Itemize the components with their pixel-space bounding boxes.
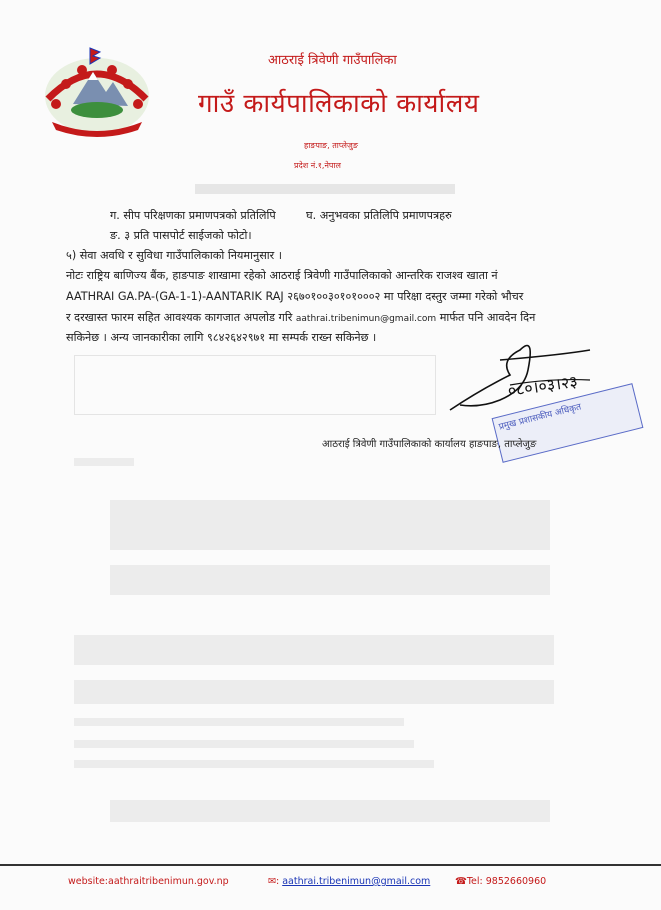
note-line-3 [66, 310, 535, 325]
envelope-icon: ✉: [268, 876, 280, 887]
bleed-through-text [195, 184, 455, 194]
note-line-3-end: मार्फत पनि आवदेन दिन [439, 311, 536, 324]
website-link[interactable]: aathraitribenimun.gov.np [108, 876, 229, 887]
note-line-4: सकिनेछ । अन्य जानकारीका लागि ९८४२६४२९७१ मा सम्पर्क राख्न सकिनेछ । [66, 331, 377, 344]
bleed-through-block [74, 680, 554, 704]
bleed-through-line [74, 458, 134, 466]
bleed-through-block [110, 500, 550, 550]
office-title: गाउँ कार्यपालिकाको कार्यालय [198, 89, 480, 119]
address-line: हाङपाङ, ताप्लेजुङ [304, 141, 358, 150]
footer-divider [0, 864, 661, 866]
requirement-item-g: ग. सीप परिक्षणका प्रमाणपत्रको प्रतिलिपि [110, 209, 276, 222]
bleed-through-table [74, 355, 436, 415]
bleed-through-block [74, 635, 554, 665]
bleed-through-line [74, 718, 404, 726]
requirement-item-gha: घ. अनुभवका प्रतिलिपि प्रमाणपत्रहरु [306, 209, 452, 222]
footer-website[interactable] [68, 876, 229, 887]
telephone-icon: ☎ [455, 876, 467, 887]
email-link[interactable]: aathrai.tribenimun@gmail.com [282, 876, 431, 887]
official-stamp: प्रमुख प्रशासकीय अधिकृत [492, 383, 644, 463]
website-label: website: [68, 876, 109, 887]
note-line-2: AATHRAI GA.PA-(GA-1-1)-AANTARIK RAJ २६७०१००३०१०१०००२ मा परिक्षा दस्तुर जम्मा गरेको भौचर [66, 290, 524, 303]
note-line-1: नोटः राष्ट्रिय बाणिज्य बैंक, हाङपाङ शाखामा रहेको आठराई त्रिवेणी गाउँपालिकाको आन्तरिक राजश्व खाता नं [66, 269, 498, 282]
footer-email[interactable] [268, 876, 430, 887]
municipality-name: आठराई त्रिवेणी गाउँपालिका [268, 53, 397, 68]
note-email: aathrai.tribenimun@gmail.com [295, 314, 437, 324]
footer-telephone [455, 876, 546, 887]
bleed-through-block [110, 800, 550, 822]
requirement-item-nga: ङ. ३ प्रति पासपोर्ट साईजको फोटो। [110, 229, 252, 242]
bleed-through-block [110, 565, 550, 595]
bleed-through-line [74, 740, 414, 748]
bleed-through-line [74, 760, 434, 768]
province-line: प्रदेश नं.१,नेपाल [294, 161, 341, 170]
office-signature-line: आठराई त्रिवेणी गाउँपालिकाको कार्यालय हाङपाङ, ताप्लेजुङ [322, 439, 537, 450]
government-emblem-logo [38, 44, 156, 140]
service-term-line: ५) सेवा अवधि र सुविधा गाउँपालिकाको नियमानुसार । [66, 249, 283, 262]
telephone-number: Tel: 9852660960 [466, 876, 547, 887]
note-line-3-start: र दरखास्त फारम सहित आवश्यक कागजात अपलोड गरि [66, 311, 293, 324]
signature-date: ०८०।०३।२३ [506, 371, 579, 401]
